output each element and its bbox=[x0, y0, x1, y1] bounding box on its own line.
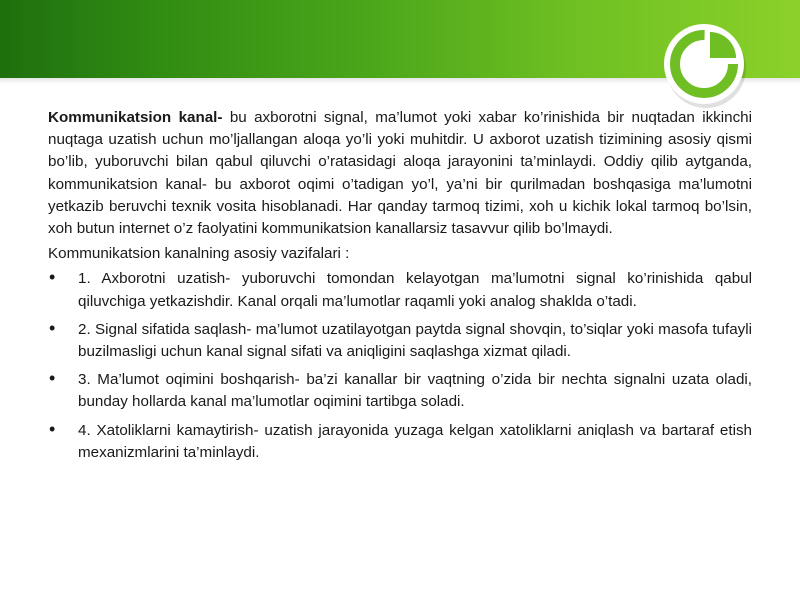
list-item-text: 1. Axborotni uzatish- yuboruvchi tomondan kelayotgan ma’lumotni signal ko’rinishida qabul qiluvchiga yetkazishdir. Kanal orqali ma’lumotlar raqamli yoki analog shaklda o’tadi. bbox=[78, 270, 752, 310]
list-item-text: 2. Signal sifatida saqlash- ma’lumot uzatilayotgan paytda signal shovqin, to’siqlar yoki masofa tufayli buzilmasligi uchun kanal signal sifati va aniqligini saqlashga xizmat qiladi. bbox=[78, 320, 752, 361]
functions-heading: Kommunikatsion kanalning asosiy vazifalari : bbox=[48, 245, 350, 263]
list-item bbox=[48, 420, 752, 464]
green-pie-chart-logo-icon bbox=[652, 12, 756, 116]
slide-content bbox=[48, 107, 752, 470]
intro-term: Kommunikatsion kanal- bbox=[48, 109, 223, 126]
intro-text: bu axborotni signal, ma’lumot yoki xabar ko’rinishida bir nuqtadan ikkinchi nuqtaga uzatish uchun mo’ljallangan aloqa yo’li yoki muhitdir. U axborot uzatish tizimining asosiy qismi bo’lib, yuboruvchi bilan qabul qiluvchi o’ratasidagi aloqa jarayonini ta’minlaydi. Oddiy qilib aytganda, kommunikatsion kanal- bu axborot oqimi o’tadigan yo’l, ya’ni bir qurilmadan boshqasiga ma’lumotni yetkazib beruvchi texnik vosita hisoblanadi. Har qanday tarmoq tizimi, xoh u kichik lokal tarmoq bo’lsin, xoh butun internet o’z faolyatini kommunikatsion kanallarsiz tasavvur qilib bo’lmaydi. bbox=[48, 109, 753, 238]
bullet-icon: • bbox=[49, 317, 56, 338]
list-item-text: 3. Ma’lumot oqimini boshqarish- ba’zi kanallar bir vaqtning o’zida bir nechta signalni uzata oladi, bunday hollarda kanal ma’lumotlar oqimini tartibga soladi. bbox=[78, 371, 752, 411]
list-item bbox=[48, 319, 752, 363]
bullet-icon: • bbox=[49, 368, 56, 389]
functions-list bbox=[48, 268, 752, 464]
list-item-text: 4. Xatoliklarni kamaytirish- uzatish jarayonida yuzaga kelgan xatoliklarni aniqlash va bartaraf etish mexanizmlarini ta’minlaydi. bbox=[78, 421, 752, 461]
bullet-icon: • bbox=[49, 267, 56, 288]
bullet-icon: • bbox=[49, 418, 56, 439]
intro-paragraph bbox=[48, 107, 752, 240]
list-item bbox=[48, 369, 752, 413]
list-item bbox=[48, 268, 752, 312]
